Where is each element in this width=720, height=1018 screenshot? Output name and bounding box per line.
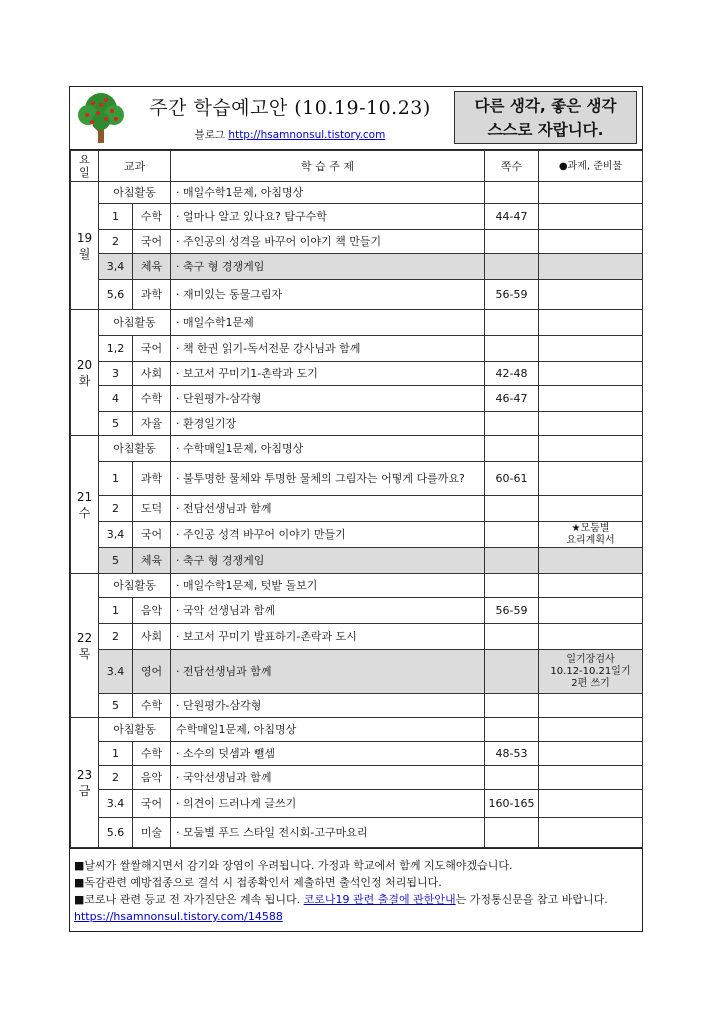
- prep-cell: [539, 310, 643, 336]
- topic-cell: · 보고서 꾸미기1-촌락과 도기: [171, 362, 485, 386]
- table-row: [71, 182, 643, 204]
- page-cell: [485, 624, 539, 650]
- prep-cell: [539, 436, 643, 462]
- topic-cell: · 단원평가-삼각형: [171, 694, 485, 718]
- table-row: [71, 598, 643, 624]
- prep-cell: [539, 598, 643, 624]
- period-cell: 4: [99, 386, 133, 412]
- topic-cell: · 얼마나 알고 있나요? 탐구수학: [171, 204, 485, 230]
- period-cell: 아침활동: [99, 718, 171, 742]
- table-row: [71, 230, 643, 254]
- subject-cell: 체육: [133, 254, 171, 280]
- topic-cell: · 국악선생님과 함께: [171, 766, 485, 790]
- period-cell: 3,4: [99, 254, 133, 280]
- period-cell: 아침활동: [99, 436, 171, 462]
- prep-cell: [539, 694, 643, 718]
- topic-cell: · 재미있는 동물그림자: [171, 280, 485, 310]
- prep-cell: [539, 790, 643, 818]
- prep-cell: [539, 362, 643, 386]
- day-label: 23 금: [71, 718, 99, 848]
- subject-cell: 사회: [133, 362, 171, 386]
- subject-cell: 국어: [133, 230, 171, 254]
- table-row: [71, 336, 643, 362]
- prep-cell: [539, 718, 643, 742]
- topic-cell: · 의견이 드러나게 글쓰기: [171, 790, 485, 818]
- table-row: [71, 574, 643, 598]
- table-row: [71, 522, 643, 548]
- period-cell: 1,2: [99, 336, 133, 362]
- prep-cell: [539, 254, 643, 280]
- page-cell: [485, 718, 539, 742]
- table-row: [71, 204, 643, 230]
- page-cell: 44-47: [485, 204, 539, 230]
- table-row: [71, 412, 643, 436]
- notice-1: ■날씨가 쌀쌀해지면서 감기와 장염이 우려됩니다. 가정과 학교에서 함께 지도해야겠습니다.: [74, 859, 513, 872]
- prep-cell: [539, 766, 643, 790]
- subject-cell: 수학: [133, 694, 171, 718]
- period-cell: 아침활동: [99, 182, 171, 204]
- topic-cell: 수학매일1문제, 아침명상: [171, 718, 485, 742]
- period-cell: 3: [99, 362, 133, 386]
- page-cell: [485, 548, 539, 574]
- period-cell: 1: [99, 598, 133, 624]
- apple-tree-icon: [76, 91, 126, 145]
- topic-cell: · 수학매일1문제, 아침명상: [171, 436, 485, 462]
- weekly-plan-sheet: [69, 86, 643, 932]
- table-row: [71, 694, 643, 718]
- page-cell: [485, 436, 539, 462]
- subject-cell: 미술: [133, 818, 171, 848]
- table-row: [71, 310, 643, 336]
- prep-cell: [539, 742, 643, 766]
- header: [70, 87, 642, 150]
- prep-cell: [539, 624, 643, 650]
- subject-cell: 사회: [133, 624, 171, 650]
- page-cell: 48-53: [485, 742, 539, 766]
- notice-3-text: ■코로나 관련 등교 전 자가진단은 계속 됩니다.: [74, 893, 301, 906]
- period-cell: 3,4: [99, 522, 133, 548]
- schedule-table: [70, 150, 643, 848]
- day-label: 20 화: [71, 310, 99, 436]
- topic-cell: · 전담선생님과 함께: [171, 650, 485, 694]
- prep-cell: [539, 412, 643, 436]
- period-cell: 2: [99, 766, 133, 790]
- topic-cell: · 보고서 꾸미기 발표하기-촌락과 도시: [171, 624, 485, 650]
- day-label: 22 목: [71, 574, 99, 718]
- page-cell: [485, 336, 539, 362]
- topic-cell: · 전담선생님과 함께: [171, 496, 485, 522]
- subject-cell: 수학: [133, 204, 171, 230]
- title-box: [140, 87, 440, 149]
- period-cell: 5: [99, 694, 133, 718]
- period-cell: 아침활동: [99, 574, 171, 598]
- prep-cell: [539, 230, 643, 254]
- prep-cell: [539, 574, 643, 598]
- page-cell: [485, 496, 539, 522]
- topic-cell: · 축구 형 경쟁게임: [171, 254, 485, 280]
- table-row: [71, 254, 643, 280]
- footer-notices: [70, 848, 642, 931]
- page-cell: [485, 818, 539, 848]
- period-cell: 5: [99, 412, 133, 436]
- table-row: [71, 280, 643, 310]
- period-cell: 2: [99, 496, 133, 522]
- page-title: 주간 학습예고안 (10.19-10.23): [149, 97, 431, 119]
- subject-cell: 자율: [133, 412, 171, 436]
- table-row: [71, 624, 643, 650]
- period-cell: 2: [99, 624, 133, 650]
- topic-cell: · 매일수학1문제, 아침명상: [171, 182, 485, 204]
- subject-cell: 음악: [133, 766, 171, 790]
- day-label: 21 수: [71, 436, 99, 574]
- prep-cell: [539, 548, 643, 574]
- table-row: [71, 766, 643, 790]
- col-page: 쪽수: [485, 151, 539, 182]
- col-topic: 학 습 주 제: [171, 151, 485, 182]
- topic-cell: · 책 한권 읽기-독서전문 강사님과 함께: [171, 336, 485, 362]
- page-cell: 46-47: [485, 386, 539, 412]
- subject-cell: 수학: [133, 742, 171, 766]
- notice-url-link[interactable]: https://hsamnonsul.tistory.com/14588: [74, 910, 283, 923]
- period-cell: 1: [99, 462, 133, 496]
- topic-cell: · 단원평가-삼각형: [171, 386, 485, 412]
- prep-cell: [539, 386, 643, 412]
- motto-line-2: 스스로 자랍니다.: [487, 121, 604, 139]
- page-cell: [485, 254, 539, 280]
- motto-box: [454, 91, 637, 144]
- page-cell: [485, 412, 539, 436]
- table-row: [71, 436, 643, 462]
- period-cell: 1: [99, 204, 133, 230]
- table-row: [71, 790, 643, 818]
- subject-cell: 국어: [133, 336, 171, 362]
- notice-3: [74, 891, 638, 925]
- col-subject: 교과: [99, 151, 171, 182]
- page-cell: [485, 522, 539, 548]
- table-row: [71, 818, 643, 848]
- page-cell: [485, 766, 539, 790]
- topic-cell: · 축구 형 경쟁게임: [171, 548, 485, 574]
- notice-2: ■독감관련 예방접종으로 결석 시 접종확인서 제출하면 출석인정 처리됩니다.: [74, 876, 442, 889]
- prep-cell: [539, 336, 643, 362]
- page-cell: [485, 574, 539, 598]
- page-cell: 56-59: [485, 280, 539, 310]
- blog-link[interactable]: http://hsamnonsul.tistory.com: [228, 129, 386, 141]
- page-cell: 42-48: [485, 362, 539, 386]
- topic-cell: · 환경일기장: [171, 412, 485, 436]
- notice-3-tail: 는 가정통신문을 참고 바랍니다.: [455, 893, 608, 906]
- page-cell: [485, 182, 539, 204]
- topic-cell: · 국악 선생님과 함께: [171, 598, 485, 624]
- subject-cell: 체육: [133, 548, 171, 574]
- table-row: [71, 362, 643, 386]
- topic-cell: · 주인공 성격 바꾸어 이야기 만들기: [171, 522, 485, 548]
- period-cell: 5.6: [99, 818, 133, 848]
- prep-cell: ★모둠별 요리계획서: [539, 522, 643, 548]
- prep-cell: [539, 204, 643, 230]
- topic-cell: · 매일수학1문제, 텃밭 돌보기: [171, 574, 485, 598]
- period-cell: 5: [99, 548, 133, 574]
- page-cell: [485, 650, 539, 694]
- page-cell: 56-59: [485, 598, 539, 624]
- prep-cell: [539, 182, 643, 204]
- prep-cell: 일기장검사 10.12-10.21일기 2편 쓰기: [539, 650, 643, 694]
- period-cell: 5,6: [99, 280, 133, 310]
- topic-cell: · 모둠별 푸드 스타일 전시회-고구마요리: [171, 818, 485, 848]
- prep-cell: [539, 462, 643, 496]
- period-cell: 2: [99, 230, 133, 254]
- subject-cell: 국어: [133, 522, 171, 548]
- prep-cell: [539, 818, 643, 848]
- subject-cell: 수학: [133, 386, 171, 412]
- motto-line-1: 다른 생각, 좋은 생각: [474, 97, 617, 115]
- subject-cell: 음악: [133, 598, 171, 624]
- subject-cell: 과학: [133, 462, 171, 496]
- table-row: [71, 742, 643, 766]
- page-cell: [485, 310, 539, 336]
- table-row: [71, 718, 643, 742]
- period-cell: 3.4: [99, 790, 133, 818]
- col-day: 요일: [71, 151, 99, 182]
- period-cell: 1: [99, 742, 133, 766]
- blog-line: [140, 127, 440, 142]
- topic-cell: · 매일수학1문제: [171, 310, 485, 336]
- table-row: [71, 386, 643, 412]
- page-cell: [485, 230, 539, 254]
- topic-cell: · 소수의 덧셈과 뺄셈: [171, 742, 485, 766]
- schedule-body: [71, 182, 643, 848]
- table-row: [71, 496, 643, 522]
- prep-cell: [539, 496, 643, 522]
- period-cell: 아침활동: [99, 310, 171, 336]
- subject-cell: 국어: [133, 790, 171, 818]
- period-cell: 3.4: [99, 650, 133, 694]
- table-row: [71, 650, 643, 694]
- subject-cell: 영어: [133, 650, 171, 694]
- prep-cell: [539, 280, 643, 310]
- page-cell: 160-165: [485, 790, 539, 818]
- page-cell: [485, 694, 539, 718]
- page-cell: 60-61: [485, 462, 539, 496]
- topic-cell: · 불투명한 물체와 투명한 물체의 그림자는 어떻게 다를까요?: [171, 462, 485, 496]
- blog-label: 블로그: [194, 129, 226, 141]
- subject-cell: 과학: [133, 280, 171, 310]
- col-prep: ●과제, 준비물: [539, 151, 643, 182]
- table-row: [71, 462, 643, 496]
- subject-cell: 도덕: [133, 496, 171, 522]
- covid-notice-link[interactable]: 코로나19 관련 출결에 관한안내: [303, 893, 456, 906]
- day-label: 19 월: [71, 182, 99, 310]
- table-row: [71, 548, 643, 574]
- topic-cell: · 주인공의 성격을 바꾸어 이야기 책 만들기: [171, 230, 485, 254]
